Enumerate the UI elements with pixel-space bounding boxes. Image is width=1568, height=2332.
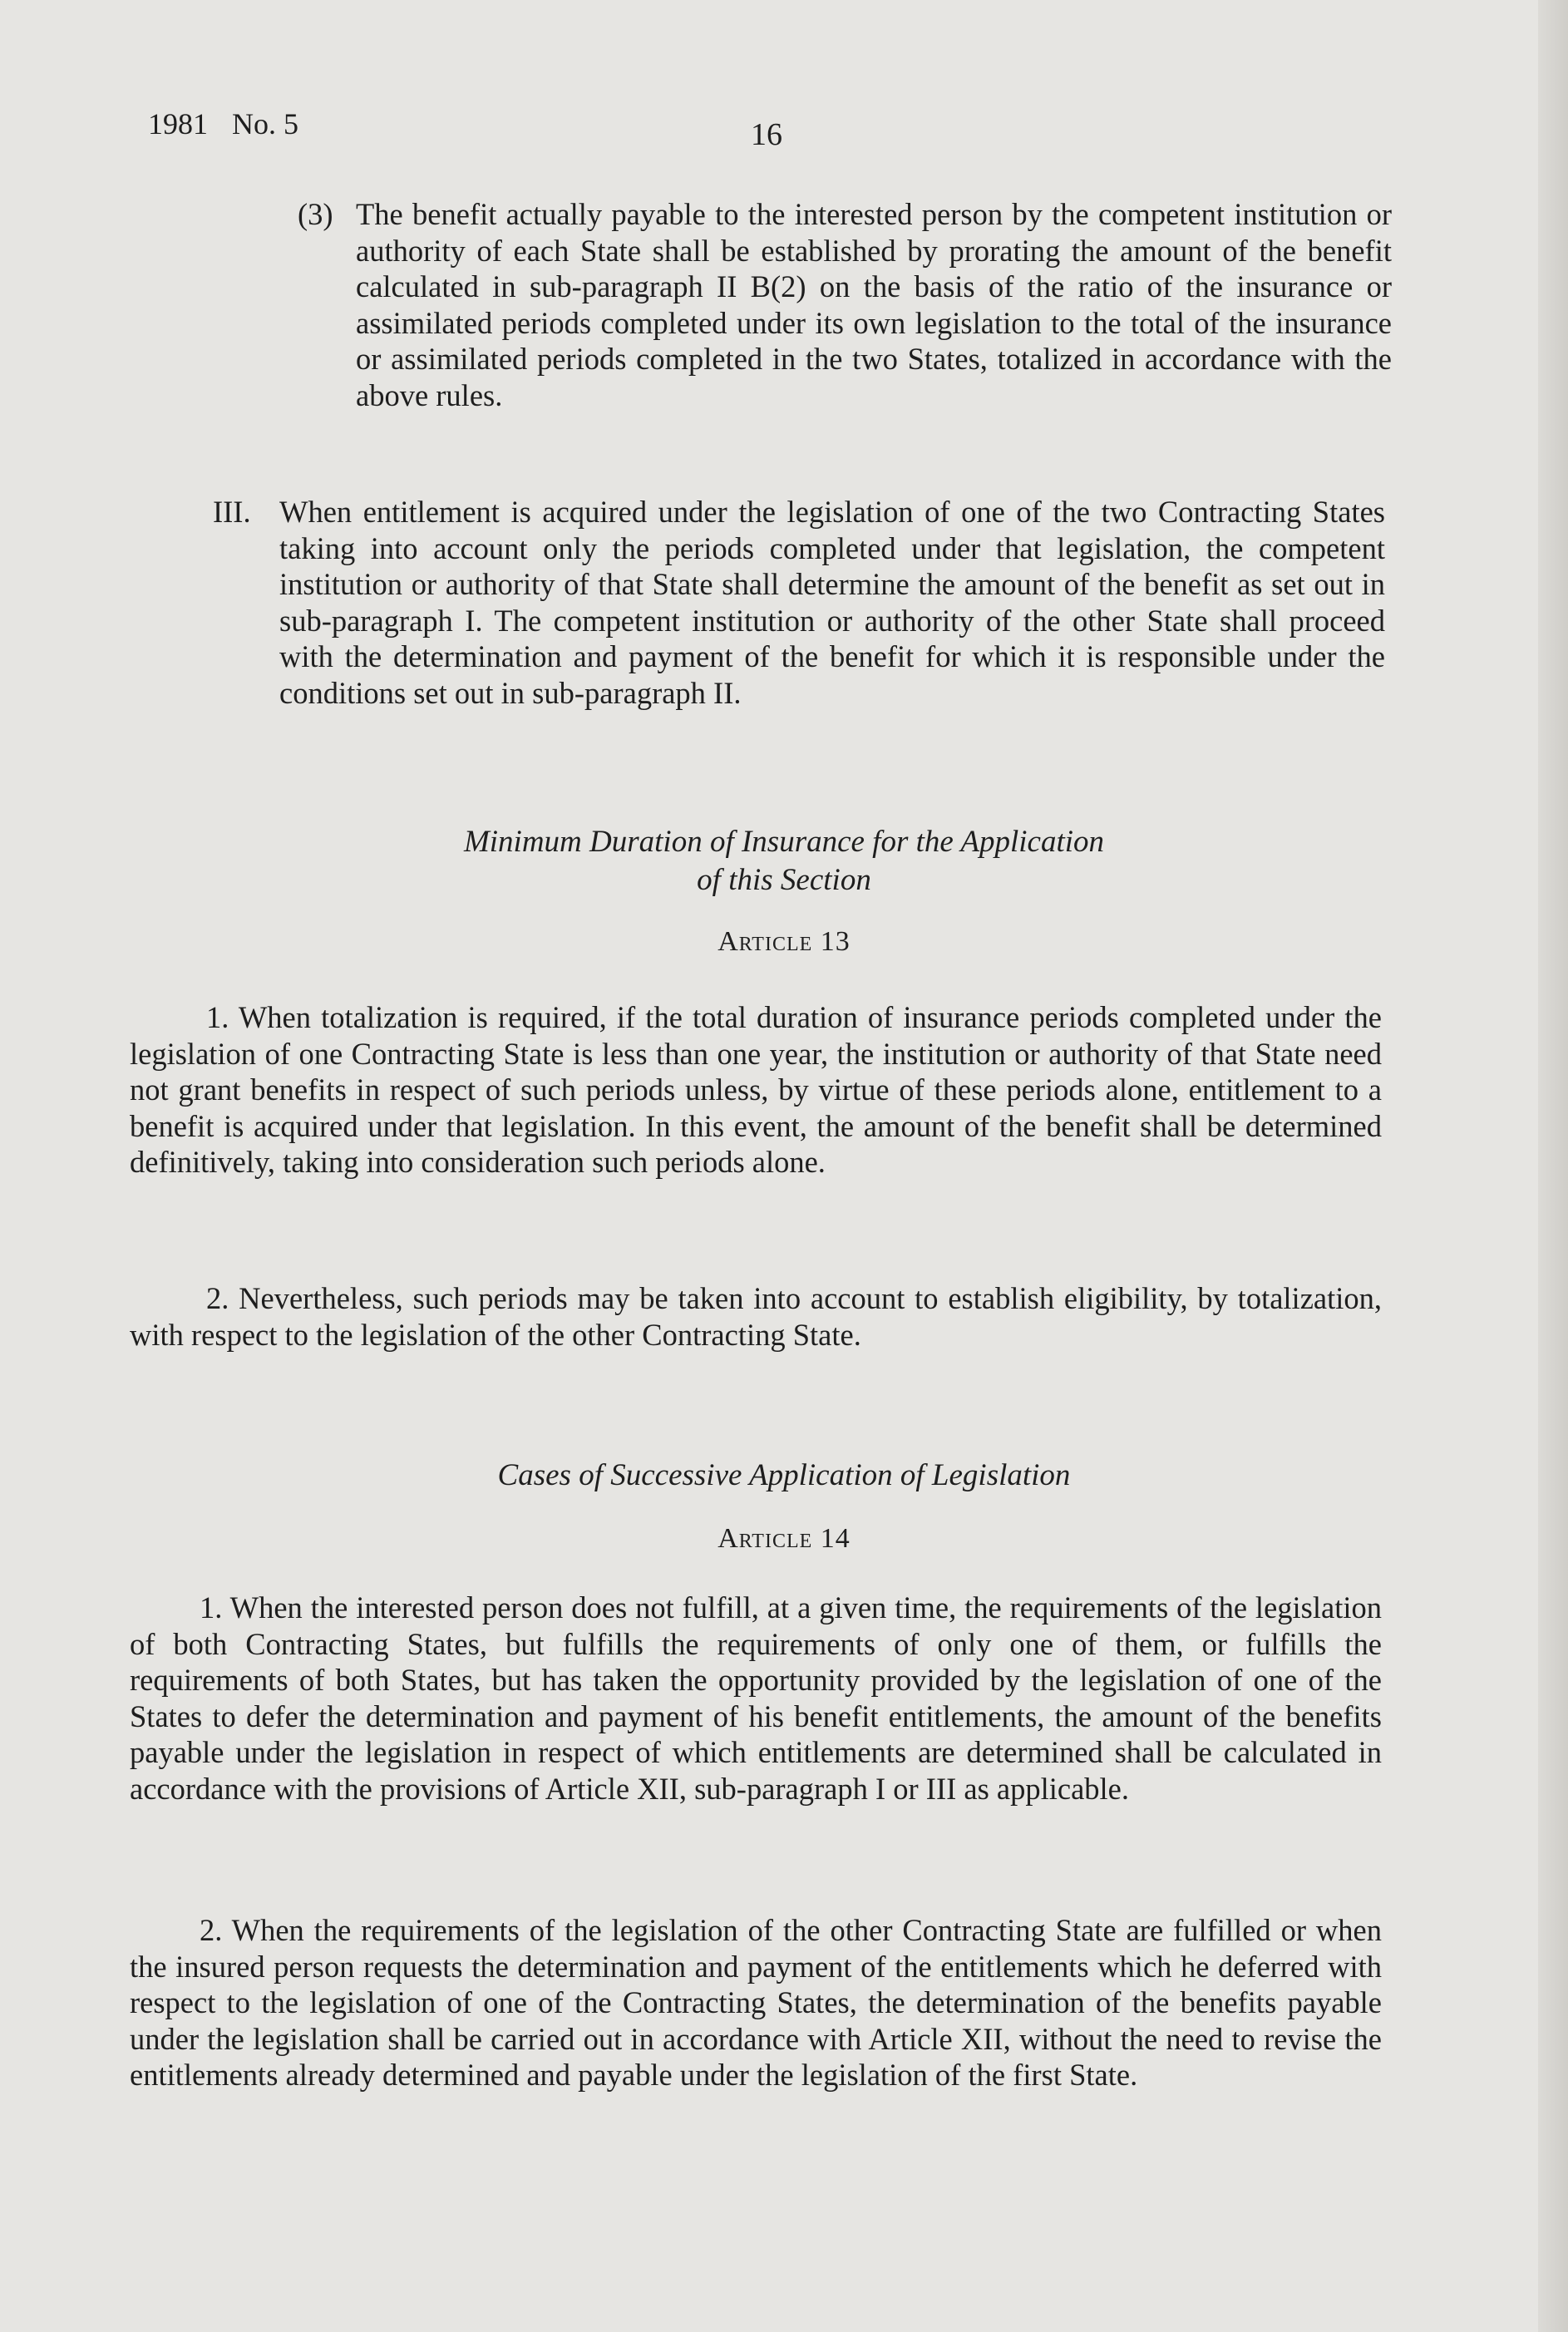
section-heading-line2: of this Section bbox=[697, 863, 871, 897]
section-heading-minimum-duration bbox=[0, 823, 1568, 900]
para3-text: When entitlement is acquired under the legislation of one of the two Contracting States taking into account only the periods completed under that legislation, the competent institution or authority of that State shall determine the amount of the benefit as set out in sub-paragraph I. The competent institution or authority of the other State shall proceed with the determination and payment of the benefit for which it is responsible under the conditions set out in sub-paragraph II. bbox=[279, 495, 1385, 710]
article-13-heading: Article 13 bbox=[717, 926, 851, 957]
header-year: 1981 bbox=[148, 107, 208, 141]
subpara3-text: The benefit actually payable to the interested person by the competent institution or authority of each State shall be established by prorating the amount of the benefit calculated in sub-paragraph II B(2) on the basis of the ratio of the insurance or assimilated periods completed under its own legislation to the total of the insurance or assimilated periods completed in the two States, totalized in accordance with the above rules. bbox=[356, 197, 1392, 412]
header-number: No. 5 bbox=[232, 107, 298, 141]
article-13-p2-text: 2. Nevertheless, such periods may be taken into account to establish eligibility, by totalization, with respect to the legislation of the other Contracting State. bbox=[130, 1281, 1382, 1352]
article-14-p1-text: 1. When the interested person does not fulfill, at a given time, the requirements of the legislation of both Contracting States, but fulfills the requirements of only one of them, or fulfills the requirements of both States, but has taken the opportunity provided by the legislation of one of the States to defer the determination and payment of his benefit entitlements, the amount of the benefits payable under the legislation in respect of which entitlements are determined shall be calculated in accordance with the provisions of Article XII, sub-paragraph I or III as applicable. bbox=[130, 1590, 1382, 1806]
page-header bbox=[148, 106, 298, 141]
article-13-paragraph-2 bbox=[130, 1280, 1382, 1353]
article-13-p1-text: 1. When totalization is required, if the total duration of insurance periods completed under the legislation of one Contracting State is less than one year, the institution or authority of that State need not grant benefits in respect of such periods unless, by virtue of these periods alone, entitlement to a benefit is acquired under that legislation. In this event, the amount of the benefit shall be determined definitively, taking into consideration such periods alone. bbox=[130, 1000, 1382, 1179]
article-14-paragraph-1 bbox=[130, 1590, 1382, 1807]
article-13-paragraph-1 bbox=[130, 999, 1382, 1181]
para3-label: III. bbox=[213, 495, 251, 529]
article-14-paragraph-2 bbox=[130, 1912, 1382, 2093]
page-edge-shadow bbox=[1538, 0, 1568, 2332]
subpara3-label: (3) bbox=[298, 197, 333, 231]
section-heading-line1: Minimum Duration of Insurance for the Application bbox=[463, 825, 1105, 859]
para3-block bbox=[279, 494, 1385, 711]
page-number: 16 bbox=[751, 117, 782, 152]
section-heading-successive-application: Cases of Successive Application of Legislation bbox=[497, 1458, 1071, 1492]
subpara3-block bbox=[356, 196, 1392, 413]
article-14-p2-text: 2. When the requirements of the legislation of the other Contracting State are fulfilled or when the insured person requests the determination and payment of the entitlements which he deferred with respect to the legislation of one of the Contracting States, the determination of the benefits payable under the legislation shall be carried out in accordance with Article XII, without the need to revise the entitlements already determined and payable under the legislation of the first State. bbox=[130, 1913, 1382, 2092]
article-14-heading: Article 14 bbox=[717, 1523, 851, 1554]
